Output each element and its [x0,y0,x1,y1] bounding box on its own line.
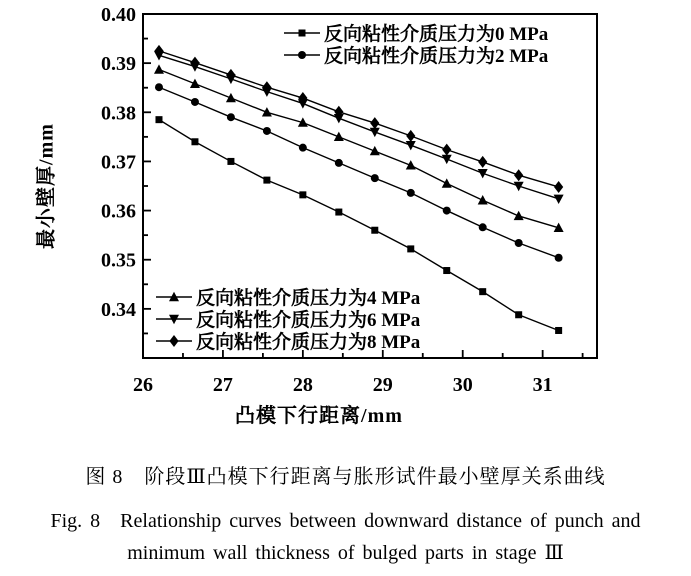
circle-marker [299,144,307,152]
caption-chinese: 图 8 阶段Ⅲ凸模下行距离与胀形试件最小壁厚关系曲线 [85,466,606,488]
square-marker [443,267,450,274]
series-triangle-up [154,64,564,232]
y-axis-title: 最小壁厚/mm [35,123,58,249]
x-tick-label: 29 [372,374,393,396]
x-tick-label: 31 [532,374,553,396]
diamond-marker [154,45,163,57]
legend-bottom [156,286,421,353]
legend-label: 反向粘性介质压力为6 MPa [196,310,421,331]
square-marker [515,311,522,318]
triangle-down-marker [406,141,416,150]
diamond-marker [554,181,563,193]
diamond-marker [514,169,523,181]
circle-marker [227,113,235,121]
caption-english-line1: Fig. 8 Relationship curves between downward distance of punch and [50,510,641,532]
circle-marker [191,98,199,106]
series-circle [155,83,563,262]
circle-marker [298,51,306,59]
square-marker [407,245,414,252]
triangle-up-marker [478,195,488,204]
legend-label: 反向粘性介质压力为8 MPa [196,332,421,353]
square-marker [227,158,234,165]
legend-item-triangle-up [156,286,421,309]
x-axis-ticks [133,350,583,396]
diamond-marker [370,117,379,129]
circle-marker [371,174,379,182]
diamond-marker [442,144,451,156]
triangle-down-marker [442,155,452,164]
y-tick-label: 0.38 [101,102,136,125]
diamond-marker [169,335,178,347]
caption-english-line2: minimum wall thickness of bulged parts in stage Ⅲ [127,542,564,564]
circle-marker [515,239,523,247]
square-marker [555,327,562,334]
square-marker [479,288,486,295]
x-tick-label: 30 [452,374,473,396]
triangle-up-marker [262,107,272,116]
diamond-marker [406,130,415,142]
y-tick-label: 0.35 [101,249,136,272]
series-triangle-down [154,51,564,204]
circle-marker [263,127,271,135]
square-marker [263,177,270,184]
triangle-down-marker [370,128,380,137]
triangle-up-marker [442,178,452,187]
diamond-marker [190,57,199,69]
square-marker [191,138,198,145]
y-tick-label: 0.36 [101,200,136,223]
triangle-up-marker [370,146,380,155]
x-axis-title: 凸模下行距离/mm [235,405,403,427]
triangle-down-marker [478,169,488,178]
series-line [159,70,559,228]
y-tick-label: 0.37 [101,151,136,174]
triangle-up-marker [406,160,416,169]
circle-marker [335,159,343,167]
legend-item-square [284,22,549,45]
triangle-up-marker [154,64,164,73]
legend-item-circle [284,44,549,67]
square-marker [155,116,162,123]
legend-top [284,22,549,67]
series-line [159,51,559,187]
diamond-marker [262,81,271,93]
legend-item-diamond [156,330,421,353]
circle-marker [443,207,451,215]
legend-label: 反向粘性介质压力为4 MPa [196,288,421,309]
legend-label: 反向粘性介质压力为2 MPa [324,46,549,67]
x-tick-label: 27 [212,374,233,396]
legend-item-triangle-down [156,308,421,331]
triangle-up-marker [226,93,236,102]
triangle-up-marker [334,132,344,141]
square-marker [371,227,378,234]
triangle-up-marker [514,211,524,220]
legend-label: 反向粘性介质压力为0 MPa [324,24,549,45]
series-line [159,55,559,198]
x-tick-label: 28 [292,374,313,396]
y-tick-label: 0.40 [101,4,136,26]
triangle-down-marker [554,195,564,204]
square-marker [299,30,306,37]
y-tick-label: 0.34 [101,298,136,321]
circle-marker [155,83,163,91]
triangle-up-marker [190,79,200,88]
circle-marker [407,189,415,197]
circle-marker [555,254,563,262]
circle-marker [479,223,487,231]
y-tick-label: 0.39 [101,53,136,76]
square-marker [299,191,306,198]
square-marker [335,209,342,216]
diamond-marker [478,156,487,168]
x-tick-label: 26 [133,374,153,396]
series-line [159,87,559,258]
diamond-marker [226,69,235,81]
